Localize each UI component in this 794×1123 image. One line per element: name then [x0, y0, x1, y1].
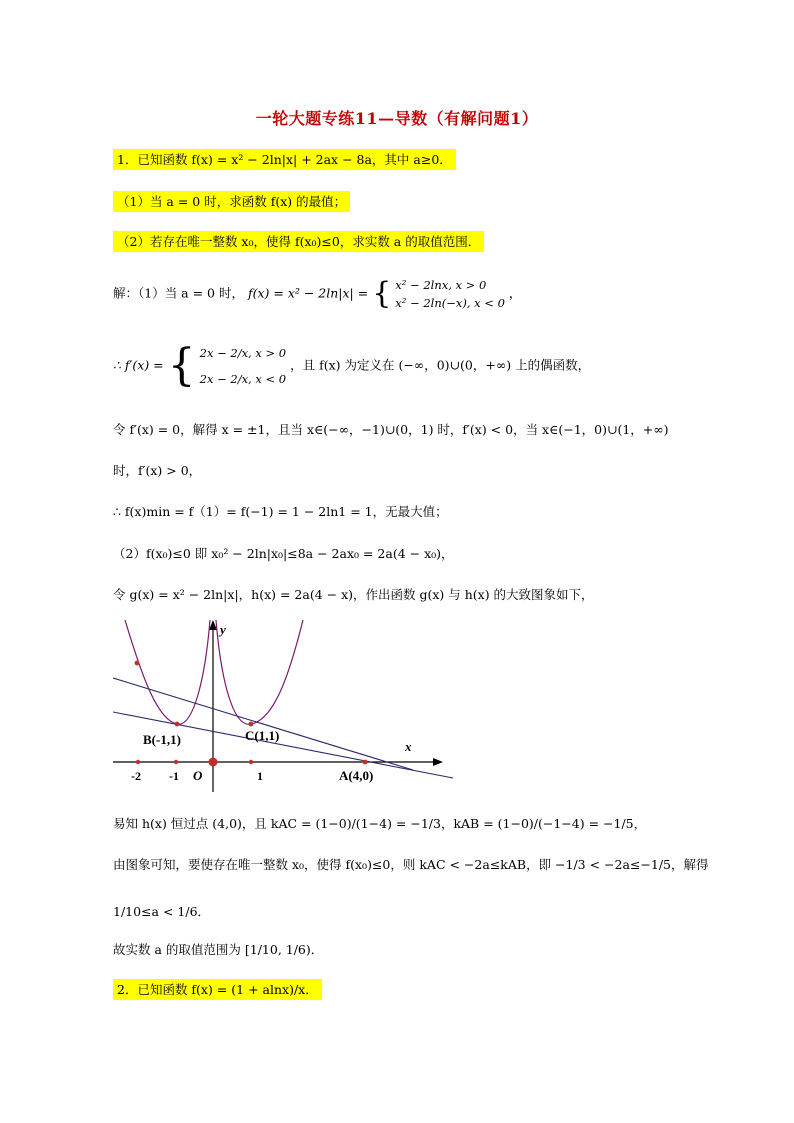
tick-dot-minus-2 [136, 760, 140, 764]
piecewise-case-1: x² − 2lnx, x > 0 [395, 278, 487, 292]
derivative-cases [200, 340, 287, 392]
curve-extra-dot [135, 661, 140, 666]
derivative-case-1: 2x − 2/x, x > 0 [199, 346, 287, 360]
question-1-part-1 [113, 192, 350, 212]
question-1-part-2 [113, 232, 484, 252]
question-1-part-2-text: （2）若存在唯一整数 x₀，使得 f(x₀)≤0，求实数 a 的取值范围． [113, 231, 484, 252]
solution-step-1 [113, 276, 521, 312]
function-graph [113, 620, 458, 792]
origin-dot [209, 758, 218, 767]
derivative-brace: { [167, 340, 196, 391]
point-A-dot [363, 760, 368, 765]
question-2-stem-text: 2．已知函数 f(x) = (1 + alnx)/x． [113, 979, 322, 1000]
x-axis-label: x [405, 739, 412, 754]
question-1-stem-text: 1．已知函数 f(x) = x² − 2ln|x| + 2ax − 8a，其中 a≥0． [113, 149, 456, 170]
question-2-stem [113, 980, 322, 1000]
solution-step-6: （2）f(x₀)≤0 即 x₀² − 2ln|x₀|≤8a − 2ax₀ = 2a(4 − x₀)， [113, 546, 454, 561]
x-axis-arrow [433, 758, 443, 766]
curve-right-branch [216, 620, 303, 724]
tick-label-1: 1 [257, 769, 263, 783]
solution-step-2-prefix: ∴ f′(x) = [113, 357, 164, 373]
line-AC [113, 678, 413, 770]
solution-step-1-prefix: 解：（1）当 a = 0 时， [113, 285, 244, 301]
y-axis-label: y [220, 622, 226, 637]
origin-label: O [193, 768, 203, 783]
solution-step-9: 由图象可知，要使存在唯一整数 x₀，使得 f(x₀)≤0，则 kAC < −2a≤kAB，即 −1/3 < −2a≤−1/5，解得 [113, 857, 709, 872]
tick-label-minus-2: -2 [131, 769, 141, 783]
point-C-label: C(1,1) [245, 728, 280, 743]
question-1-stem [113, 150, 456, 170]
tick-dot-1 [249, 760, 253, 764]
tick-dot-minus-1 [174, 760, 178, 764]
page-title: 一轮大题专练11—导数（有解问题1） [255, 109, 539, 128]
solution-step-3: 令 f′(x) = 0，解得 x = ±1，且当 x∈(−∞，−1)∪(0，1) 时，f′(x) < 0，当 x∈(−1，0)∪(1，+∞) [113, 422, 669, 437]
piecewise-case-2: x² − 2ln(−x), x < 0 [395, 296, 505, 310]
point-B-label: B(-1,1) [143, 732, 181, 747]
solution-step-2 [113, 340, 590, 392]
solution-step-5: ∴ f(x)min = f（1）= f(−1) = 1 − 2ln1 = 1，无最大值； [113, 504, 448, 519]
point-B-dot [175, 722, 180, 727]
solution-step-11: 故实数 a 的取值范围为 [1/10, 1/6)． [113, 942, 324, 957]
question-1-part-1-text: （1）当 a = 0 时，求函数 f(x) 的最值； [113, 191, 350, 212]
solution-step-10: 1/10≤a < 1/6． [113, 904, 211, 919]
derivative-case-2: 2x − 2/x, x < 0 [199, 372, 287, 386]
point-A-label: A(4,0) [339, 768, 374, 783]
curve-left-branch [125, 620, 210, 724]
solution-step-1-fx: f(x) = x² − 2ln|x| = [247, 285, 369, 301]
tick-label-minus-1: -1 [169, 769, 179, 783]
point-C-dot [249, 722, 254, 727]
solution-step-8: 易知 h(x) 恒过点 (4,0)，且 kAC = (1−0)/(1−4) = −1/3，kAB = (1−0)/(−1−4) = −1/5， [113, 816, 647, 831]
solution-step-7: 令 g(x) = x² − 2ln|x|，h(x) = 2a(4 − x)，作出函数 g(x) 与 h(x) 的大致图象如下， [113, 587, 594, 602]
piecewise-brace: { [372, 276, 392, 311]
piecewise-cases [395, 276, 505, 312]
solution-step-4: 时，f′(x) > 0， [113, 463, 202, 478]
solution-step-2-suffix: ，且 f(x) 为定义在 (−∞，0)∪(0，+∞) 上的偶函数， [290, 357, 591, 373]
solution-step-1-end: ， [508, 285, 522, 301]
